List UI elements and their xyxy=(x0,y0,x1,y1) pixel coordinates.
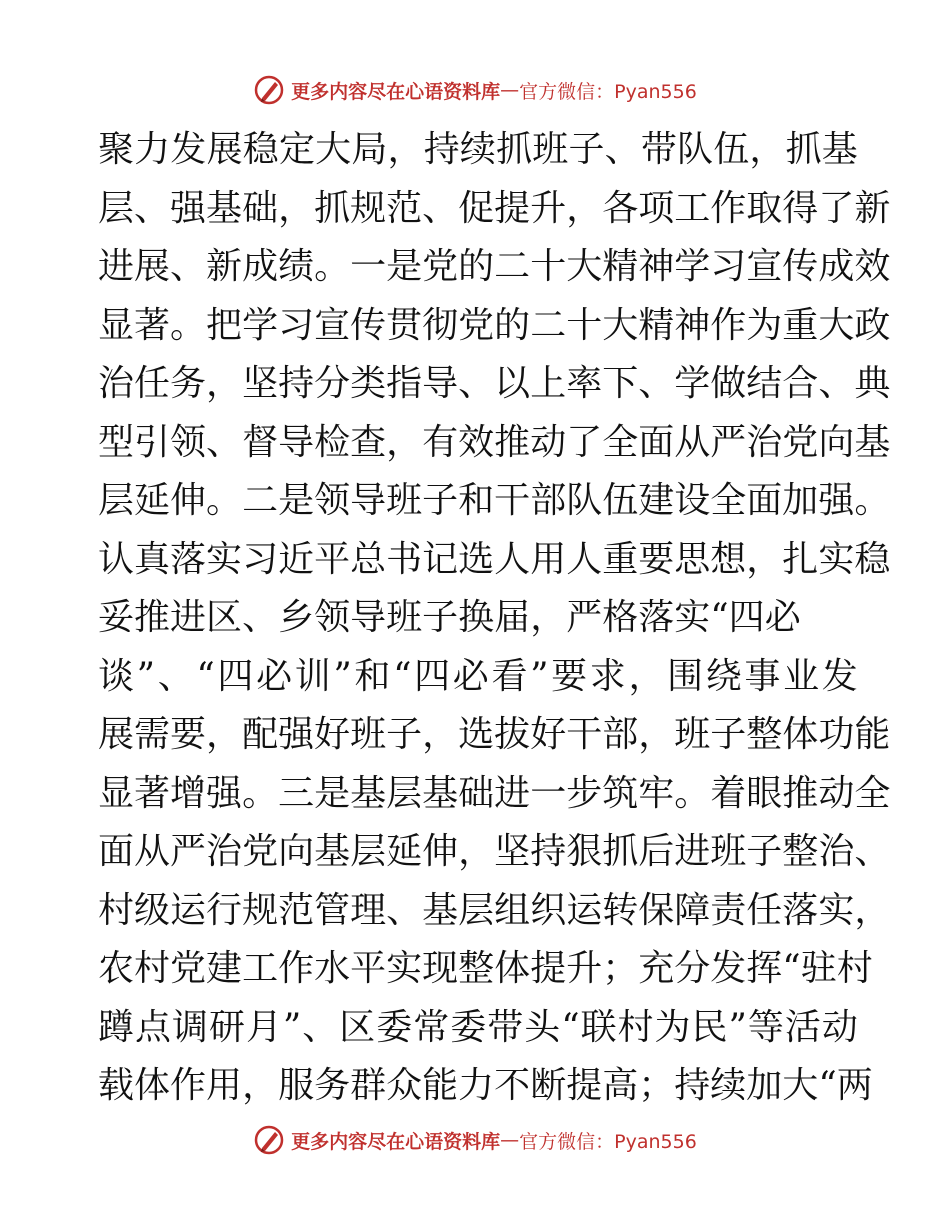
text-line: 层 、 强 基 础 ， 抓 规 范 、 促 提 升 ， 各 项 工 作 取 得 了 新 xyxy=(98,187,891,229)
watermark-wechat: 官方微信：Pyan556 xyxy=(519,80,697,103)
text-line: 面 从 严 治 党 向 基 层 延 伸 ， 坚 持 狠 抓 后 进 班 子 整 治 、 xyxy=(98,831,891,872)
watermark-wechat: 官方微信：Pyan556 xyxy=(519,1130,697,1153)
watermark-brand: 更多内容尽在心语资料库 xyxy=(291,80,501,103)
footer-watermark xyxy=(0,1120,950,1160)
watermark-separator: — xyxy=(500,79,520,101)
header-watermark xyxy=(0,70,950,110)
text-line: 型 引 领 、 督 导 检 查 ， 有 效 推 动 了 全 面 从 严 治 党 向 基 xyxy=(98,421,891,463)
text-line: 载 体 作 用 ， 服 务 群 众 能 力 不 断 提 高 ； 持 续 加 大 “ 两 xyxy=(98,1065,873,1106)
text-line: 展 需 要 ， 配 强 好 班 子 ， 选 拔 好 干 部 ， 班 子 整 体 功 能 xyxy=(98,714,891,755)
text-line: 显 著 。 把 学 习 宣 传 贯 彻 党 的 二 十 大 精 神 作 为 重 大 政 xyxy=(98,304,891,346)
text-line: 蹲 点 调 研 月 ” 、 区 委 常 委 带 头 “ 联 村 为 民 ” 等 活 动 xyxy=(98,1006,858,1048)
text-line: 谈 ” 、 “ 四 必 训 ” 和 “ 四 必 看 ” 要 求 ， 围 绕 事 业 发 xyxy=(98,655,858,697)
text-line: 认 真 落 实 习 近 平 总 书 记 选 人 用 人 重 要 思 想 ， 扎 实 稳 xyxy=(98,538,891,580)
text-line: 妥 推 进 区 、 乡 领 导 班 子 换 届 ， 严 格 落 实 “ 四 必 xyxy=(98,597,801,638)
document-body xyxy=(98,121,891,1116)
text-line: 农 村 党 建 工 作 水 平 实 现 整 体 提 升 ； 充 分 发 挥 “ 驻 村 xyxy=(98,948,873,989)
pen-logo-icon xyxy=(253,74,285,106)
text-line: 层 延 伸 。 二 是 领 导 班 子 和 干 部 队 伍 建 设 全 面 加 强 。 xyxy=(98,480,891,521)
pen-logo-icon xyxy=(253,1124,285,1156)
text-line: 治 任 务 ， 坚 持 分 类 指 导 、 以 上 率 下 、 学 做 结 合 、 典 xyxy=(98,363,891,404)
text-line: 进 展 、 新 成 绩 。 一 是 党 的 二 十 大 精 神 学 习 宣 传 成 效 xyxy=(98,246,891,287)
text-line: 村 级 运 行 规 范 管 理 、 基 层 组 织 运 转 保 障 责 任 落 实 ， xyxy=(98,889,891,931)
text-line: 聚 力 发 展 稳 定 大 局 ， 持 续 抓 班 子 、 带 队 伍 ， 抓 基 xyxy=(98,129,858,170)
watermark-brand: 更多内容尽在心语资料库 xyxy=(291,1130,501,1153)
text-line: 显 著 增 强 。 三 是 基 层 基 础 进 一 步 筑 牢 。 着 眼 推 动 全 xyxy=(98,772,891,814)
watermark-separator: — xyxy=(500,1129,520,1151)
